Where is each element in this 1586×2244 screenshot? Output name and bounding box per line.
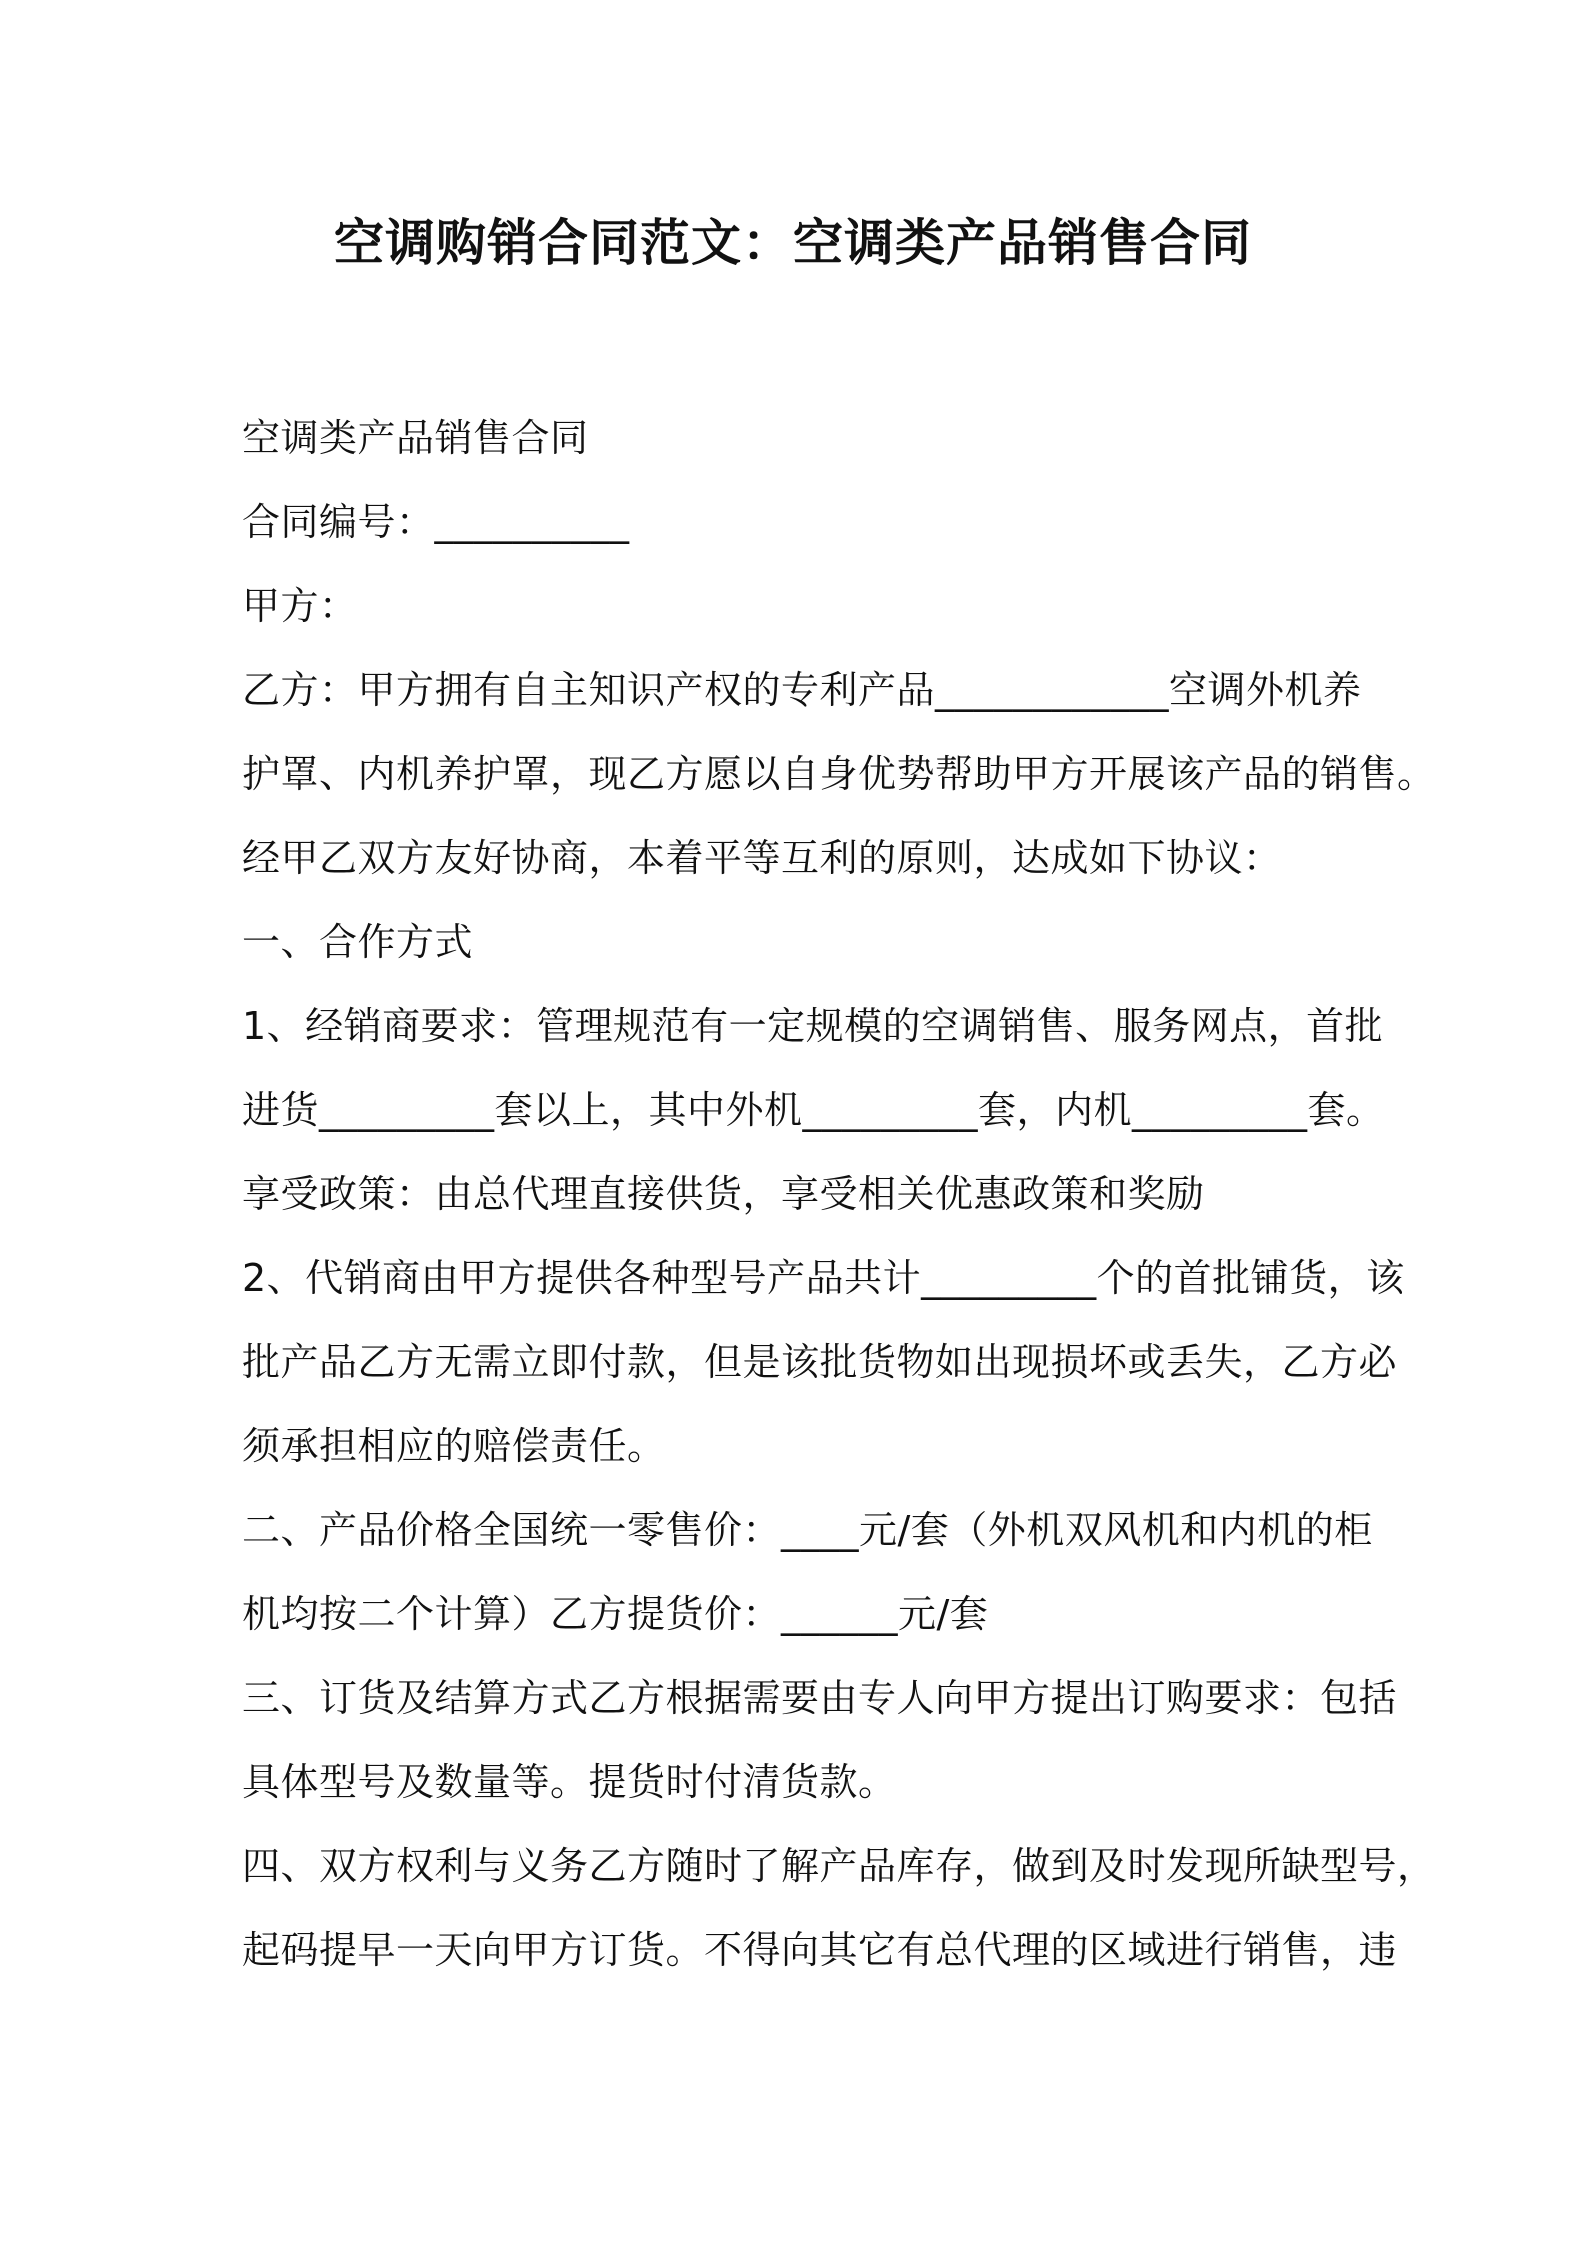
party-a-line: 甲方： [242, 584, 358, 628]
contract-number-line: 合同编号：__________ [242, 500, 630, 544]
clause-2-line: 2、代销商由甲方提供各种型号产品共计_________个的首批铺货，该 [242, 1256, 1405, 1300]
document-title: 空调购销合同范文：空调类产品销售合同 [334, 214, 1252, 272]
paragraph-line: 进货_________套以上，其中外机_________套，内机_________套。 [242, 1088, 1385, 1132]
paragraph-line: 批产品乙方无需立即付款，但是该批货物如出现损坏或丢失，乙方必 [242, 1340, 1398, 1384]
section-heading-3: 三、订货及结算方式乙方根据需要由专人向甲方提出订购要求：包括 [242, 1676, 1398, 1720]
paragraph-line: 须承担相应的赔偿责任。 [242, 1424, 666, 1468]
section-heading-4: 四、双方权利与义务乙方随时了解产品库存，做到及时发现所缺型号， [242, 1844, 1436, 1888]
party-b-line: 乙方：甲方拥有自主知识产权的专利产品____________空调外机养 [242, 668, 1362, 712]
section-heading-2: 二、产品价格全国统一零售价：____元/套（外机双风机和内机的柜 [242, 1508, 1373, 1552]
paragraph-line: 经甲乙双方友好协商，本着平等互利的原则，达成如下协议： [242, 836, 1282, 880]
paragraph-line: 具体型号及数量等。提货时付清货款。 [242, 1760, 897, 1804]
clause-1-line: 1、经销商要求：管理规范有一定规模的空调销售、服务网点，首批 [242, 1004, 1384, 1048]
paragraph-line: 护罩、内机养护罩，现乙方愿以自身优势帮助甲方开展该产品的销售。 [242, 752, 1436, 796]
contract-heading: 空调类产品销售合同 [242, 416, 589, 460]
policy-line: 享受政策：由总代理直接供货，享受相关优惠政策和奖励 [242, 1172, 1205, 1216]
section-heading-1: 一、合作方式 [242, 920, 474, 964]
paragraph-line: 起码提早一天向甲方订货。不得向其它有总代理的区域进行销售，违 [242, 1928, 1398, 1972]
paragraph-line: 机均按二个计算）乙方提货价：______元/套 [242, 1592, 989, 1636]
